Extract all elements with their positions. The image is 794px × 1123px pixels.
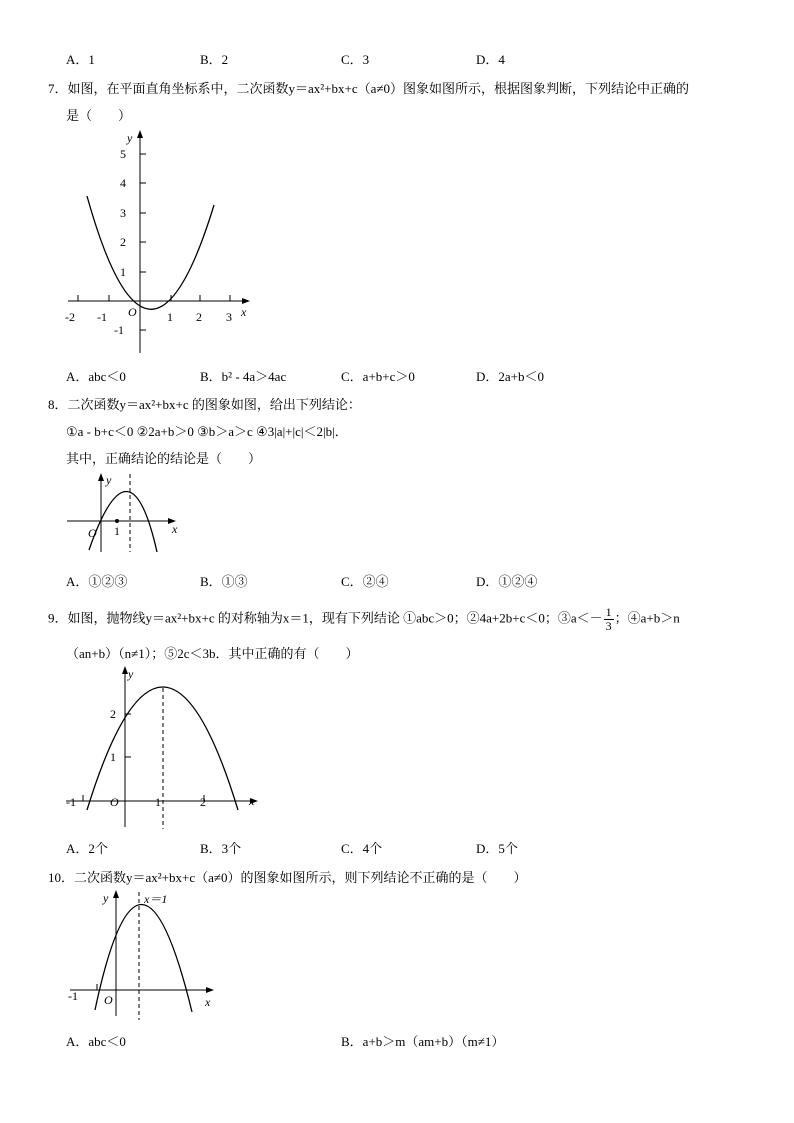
- q7-option-b: B．b² - 4a＞4ac: [200, 369, 287, 384]
- q10-x-tick: -1: [68, 989, 78, 1003]
- q7-x-tick: 1: [167, 310, 173, 324]
- q7-option-d: D．2a+b＜0: [476, 369, 544, 384]
- q7-option-a: A．abc＜0: [66, 369, 126, 384]
- q10-graph: [66, 888, 226, 1023]
- q9-question-line1: [48, 606, 680, 633]
- q10-option-b: B．a+b＞m（am+b）（m≠1）: [341, 1034, 505, 1049]
- q9-x-tick: 1: [155, 795, 161, 809]
- q7-question-line1: 7．如图，在平面直角坐标系中，二次函数y＝ax²+bx+c（a≠0）图象如图所示，根据图象判断，下列结论中正确的: [48, 81, 690, 96]
- q6-option-d: D．4: [476, 52, 505, 67]
- q9-x-tick: 2: [200, 795, 206, 809]
- q9-y-label: y: [128, 667, 134, 681]
- q7-x-tick: 2: [196, 310, 202, 324]
- q9-line1-text: 9．如图，抛物线y＝ax²+bx+c 的对称轴为x＝1，现有下列结论 ①abc＞0；②4a+2b+c＜0；③a＜－: [48, 610, 603, 626]
- q7-y-tick: 2: [120, 235, 126, 249]
- q10-axis-label: x＝1: [144, 892, 168, 906]
- q8-x-tick: 1: [114, 524, 120, 538]
- q7-origin-label: O: [128, 305, 137, 319]
- q8-y-label: y: [106, 473, 112, 487]
- q6-option-c: C．3: [341, 52, 370, 67]
- q9-option-a: A．2个: [66, 841, 108, 856]
- q7-y-tick: 3: [120, 206, 126, 220]
- q9-x-label: x: [249, 794, 255, 808]
- q9-option-b: B．3个: [200, 841, 242, 856]
- q9-option-c: C．4个: [341, 841, 383, 856]
- q8-option-b: B．①③: [200, 574, 248, 589]
- q8-option-d: D．①②④: [476, 574, 538, 589]
- q8-x-label: x: [172, 522, 178, 536]
- q7-y-tick: 1: [120, 265, 126, 279]
- q9-fraction: [604, 606, 614, 633]
- q7-y-tick: 5: [120, 147, 126, 161]
- q9-origin-label: O: [110, 795, 119, 809]
- q7-y-tick: -1: [114, 323, 124, 337]
- q8-origin-label: O: [88, 526, 97, 540]
- q10-origin-label: O: [104, 993, 113, 1007]
- q7-x-label: x: [241, 305, 247, 319]
- q9-question-line2: （an+b）（n≠1）；⑤2c＜3b．其中正确的有（ ）: [66, 646, 359, 661]
- q9-y-tick: 1: [110, 750, 116, 764]
- q10-option-a: A．abc＜0: [66, 1034, 126, 1049]
- q9-option-d: D．5个: [476, 841, 518, 856]
- q7-option-c: C．a+b+c＞0: [341, 369, 415, 384]
- q8-conclusions: ①a - b+c＜0 ②2a+b＞0 ③b＞a＞c ④3|a|+|c|＜2|b|．: [66, 424, 348, 439]
- q10-question-line1: 10．二次函数y＝ax²+bx+c（a≠0）的图象如图所示，则下列结论不正确的是（ ）: [48, 870, 527, 885]
- q7-question-line2: 是（ ）: [66, 108, 132, 123]
- q8-graph: [64, 472, 184, 552]
- q8-option-c: C．②④: [341, 574, 389, 589]
- q10-y-label: y: [103, 891, 109, 905]
- q9-line1-tail: ；④a+b＞n: [614, 610, 680, 626]
- q8-question-line1: 8．二次函数y＝ax²+bx+c 的图象如图，给出下列结论：: [48, 397, 361, 412]
- q8-option-a: A．①②③: [66, 574, 128, 589]
- q9-x-tick: -1: [66, 795, 76, 809]
- q6-option-a: A．1: [66, 52, 95, 67]
- q9-fraction-numerator: 1: [605, 605, 612, 619]
- q7-x-tick: -2: [65, 310, 75, 324]
- q6-option-b: B．2: [200, 52, 229, 67]
- q7-x-tick: 3: [226, 310, 232, 324]
- q7-graph: [60, 128, 260, 348]
- q8-question-line3: 其中，正确结论的结论是（ ）: [66, 451, 262, 466]
- q7-x-tick: -1: [97, 310, 107, 324]
- q9-y-tick: 2: [110, 707, 116, 721]
- q10-x-label: x: [205, 995, 211, 1009]
- q7-y-label: y: [127, 131, 133, 145]
- q9-fraction-denominator: 3: [605, 619, 612, 633]
- q7-y-tick: 4: [120, 176, 126, 190]
- q9-graph: [62, 664, 267, 834]
